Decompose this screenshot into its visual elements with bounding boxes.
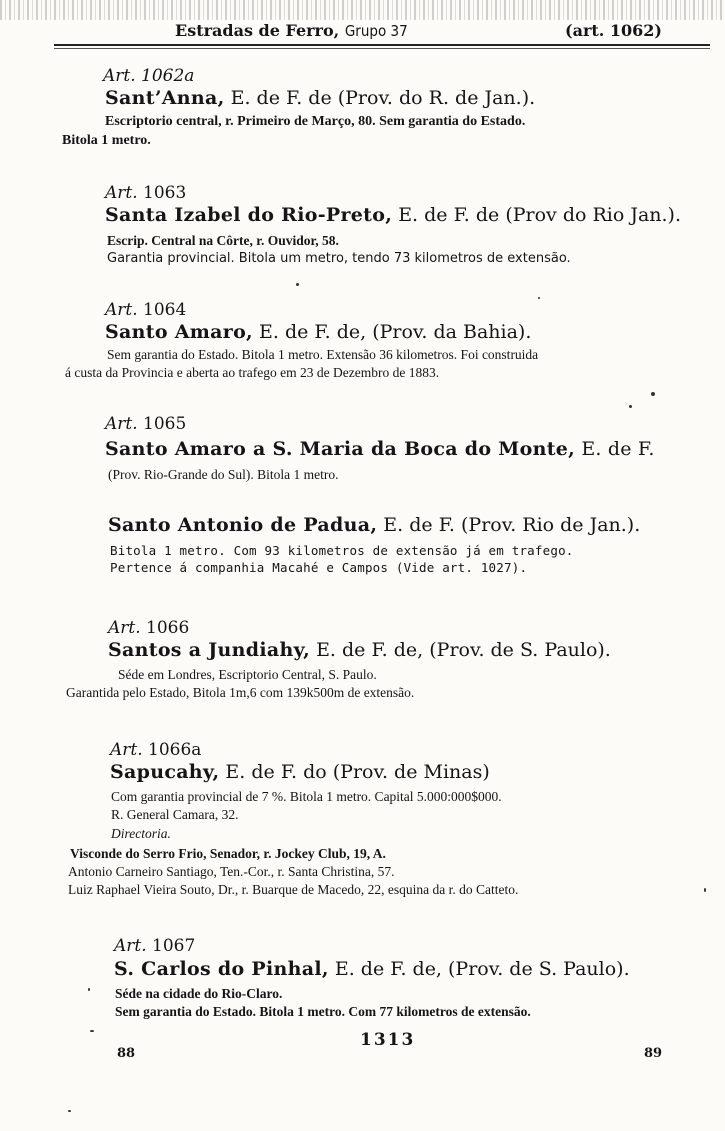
director-line: Visconde do Serro Frio, Senador, r. Jockey Club, 19, A. xyxy=(70,846,386,861)
art-label: Art. xyxy=(114,936,147,956)
ink-speck xyxy=(296,283,299,286)
ink-speck xyxy=(68,1110,71,1112)
header-rule-thin xyxy=(54,48,710,49)
art-label: Art. xyxy=(103,66,136,86)
railway-location: E. de F. de (Prov. do R. de Jan.). xyxy=(230,87,536,109)
signature-mark-right: 89 xyxy=(644,1046,663,1061)
art-num: 1062a xyxy=(141,66,195,86)
article-line: Séde na cidade do Rio-Claro. xyxy=(115,986,283,1001)
director-line: Luiz Raphael Vieira Souto, Dr., r. Buarque de Macedo, 22, esquina da r. do Catteto. xyxy=(68,882,519,897)
railway-location: E. de F. do (Prov. de Minas) xyxy=(225,761,490,783)
railway-name: Sant’Anna, xyxy=(105,87,225,109)
railway-location: E. de F. de, (Prov. da Bahia). xyxy=(259,321,532,343)
running-group: Grupo 37 xyxy=(344,22,408,40)
ink-speck xyxy=(90,1030,94,1032)
railway-name: Santo Amaro, xyxy=(105,321,253,343)
article-number xyxy=(105,414,186,434)
railway-location: E. de F. de, (Prov. de S. Paulo). xyxy=(334,958,630,980)
article-line: Escrip. Central na Côrte, r. Ouvidor, 58. xyxy=(107,233,339,248)
article-line: Sem garantia do Estado. Bitola 1 metro. Com 77 kilometros de extensão. xyxy=(115,1004,531,1019)
art-num: 1067 xyxy=(152,936,196,956)
page-number: 1313 xyxy=(360,1030,416,1050)
article-number xyxy=(103,66,194,86)
article-line: (Prov. Rio-Grande do Sul). Bitola 1 metro. xyxy=(108,467,339,482)
article-line: Pertence á companhia Macahé e Campos (Vide art. 1027). xyxy=(110,560,528,575)
header-rule xyxy=(54,44,710,46)
art-num: 1066a xyxy=(148,740,202,760)
article-title xyxy=(105,321,531,343)
ink-speck xyxy=(651,392,655,396)
railway-location: E. de F. de, (Prov. de S. Paulo). xyxy=(316,639,611,661)
ink-speck xyxy=(538,297,540,299)
signature-mark-left: 88 xyxy=(117,1046,136,1061)
article-title xyxy=(110,761,490,783)
art-label: Art. xyxy=(110,740,143,760)
railway-name: Santos a Jundiahy, xyxy=(108,639,311,661)
art-num: 1066 xyxy=(146,618,190,638)
railway-name: Sapucahy, xyxy=(110,761,220,783)
running-title-text: Estradas de Ferro, xyxy=(175,21,340,40)
art-label: Art. xyxy=(105,183,138,203)
article-number xyxy=(114,936,195,956)
article-line: Com garantia provincial de 7 %. Bitola 1 metro. Capital 5.000:000$000. xyxy=(111,789,502,804)
article-number xyxy=(105,183,186,203)
article-title xyxy=(114,958,630,980)
art-num: 1063 xyxy=(143,183,187,203)
railway-location: E. de F. (Prov. Rio de Jan.). xyxy=(383,514,641,536)
print-noise xyxy=(0,0,725,20)
article-line: Séde em Londres, Escriptorio Central, S. Paulo. xyxy=(118,667,377,682)
ink-speck xyxy=(704,888,706,892)
article-line: R. General Camara, 32. xyxy=(111,807,239,822)
article-line: Garantida pelo Estado, Bitola 1m,6 com 139k500m de extensão. xyxy=(66,685,415,700)
railway-name: Santo Antonio de Padua, xyxy=(108,514,378,536)
railway-name: Santa Izabel do Rio-Preto, xyxy=(105,204,393,226)
article-title xyxy=(108,639,611,661)
ink-speck xyxy=(629,405,632,408)
railway-name: Santo Amaro a S. Maria da Boca do Monte, xyxy=(105,438,576,460)
article-line: á custa da Provincia e aberta ao trafego em 23 de Dezembro de 1883. xyxy=(65,365,440,380)
page-header xyxy=(0,0,725,52)
article-title xyxy=(105,87,535,109)
article-line: Escriptorio central, r. Primeiro de Março, 80. Sem garantia do Estado. xyxy=(105,114,526,129)
railway-location: E. de F. xyxy=(581,438,655,460)
art-label: Art. xyxy=(105,300,138,320)
article-line: Bitola 1 metro. Com 93 kilometros de extensão já em trafego. xyxy=(110,543,574,558)
art-label: Art. xyxy=(105,414,138,434)
article-number xyxy=(108,618,189,638)
article-number xyxy=(105,300,186,320)
article-title xyxy=(108,514,640,536)
director-line: Antonio Carneiro Santiago, Ten.-Cor., r. Santa Christina, 57. xyxy=(68,864,395,879)
running-title xyxy=(175,21,408,40)
ink-speck xyxy=(88,988,90,991)
article-title xyxy=(105,438,655,460)
article-line: Garantia provincial. Bitola um metro, tendo 73 kilometros de extensão. xyxy=(107,251,571,266)
railway-location: E. de F. de (Prov do Rio Jan.). xyxy=(398,204,681,226)
art-num: 1064 xyxy=(143,300,187,320)
article-title xyxy=(105,204,681,226)
art-num: 1065 xyxy=(143,414,187,434)
running-ref: (art. 1062) xyxy=(565,21,662,40)
directoria-heading: Directoria. xyxy=(111,826,171,841)
article-number xyxy=(110,740,201,760)
art-label: Art. xyxy=(108,618,141,638)
railway-name: S. Carlos do Pinhal, xyxy=(114,958,329,980)
article-line: Bitola 1 metro. xyxy=(62,133,151,148)
article-line: Sem garantia do Estado. Bitola 1 metro. Extensão 36 kilometros. Foi construida xyxy=(107,347,539,362)
